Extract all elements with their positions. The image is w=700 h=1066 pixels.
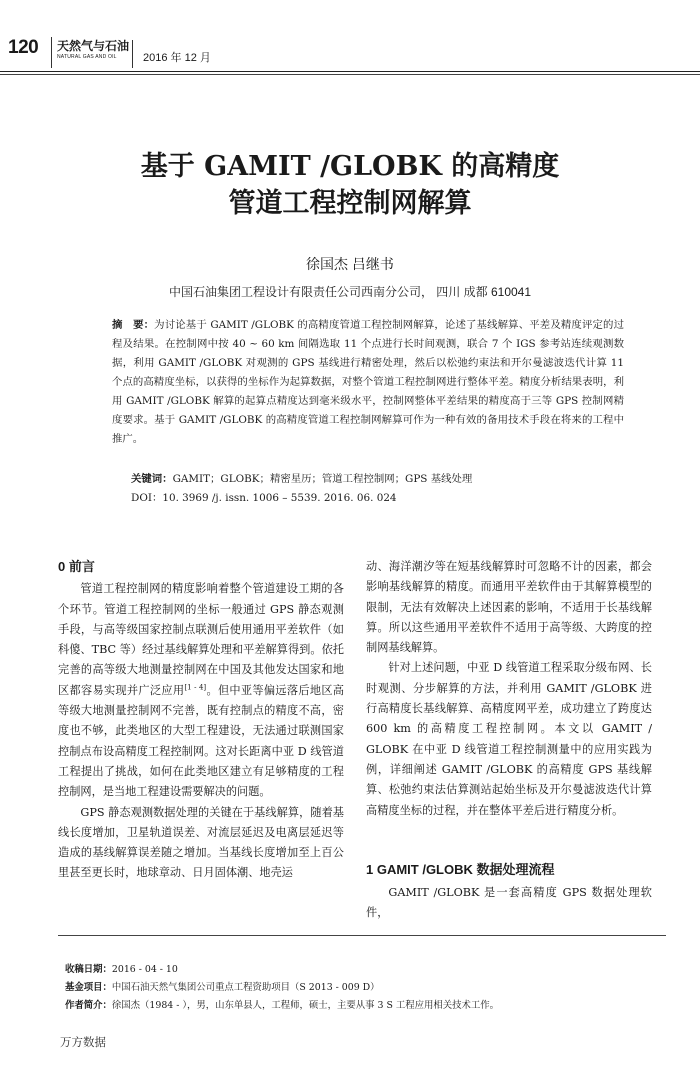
header-rule: [0, 71, 700, 72]
doi: DOI：10. 3969 /j. issn. 1006 – 5539. 2016. 06. 024: [131, 492, 397, 504]
header-divider-2: [132, 40, 133, 68]
journal-name: 天然气与石油: [57, 39, 130, 53]
footnote-received: 收稿日期：2016 - 04 - 10: [65, 963, 178, 975]
footnote-fund: 基金项目：中国石油天然气集团公司重点工程资助项目（S 2013 - 009 D）: [65, 981, 380, 993]
body-column-left: [58, 557, 344, 884]
paper-title-line-2: 管道工程控制网解算: [228, 188, 472, 219]
journal-name-en: NATURAL GAS AND OIL: [57, 54, 117, 60]
keywords-text: GAMIT；GLOBK；精密星历；管道工程控制网；GPS 基线处理: [172, 473, 473, 485]
page-number: 120: [8, 37, 39, 58]
footnote-author: 作者简介：徐国杰（1984 - ），男，山东单县人，工程师，硕士，主要从事 3 S 工程应用相关技术工作。: [65, 999, 500, 1011]
keywords-label: 关键词：: [131, 474, 173, 485]
abstract: [112, 316, 624, 449]
affiliation: 中国石油集团工程设计有限责任公司西南分公司， 四川 成都 610041: [168, 285, 532, 299]
paper-title-line-1: 基于 GAMIT /GLOBK 的高精度: [140, 151, 560, 182]
header-rule-thin: [0, 74, 700, 75]
body-column-right-cont: [366, 883, 652, 924]
footnotes: [65, 960, 685, 1014]
paragraph: 动、海洋潮汐等在短基线解算时可忽略不计的因素，都会影响基线解算的精度。而通用平差软件由于其解算模型的限制，无法有效解决上述因素的影响，不适用于长基线解算。所以这些通用平差软件不适用于高等级、大跨度的控制网基线解算。: [366, 560, 652, 655]
paragraph: GPS 静态观测数据处理的关键在于基线解算，随着基线长度增加，卫星轨道误差、对流层延迟及电离层延迟等造成的基线解算误差随之增加。当基线长度增加至上百公里甚至更长时，地球章动、日月固体潮、地壳运: [58, 805, 344, 880]
abstract-text: 为讨论基于 GAMIT /GLOBK 的高精度管道工程控制网解算，论述了基线解算、平差及精度评定的过程及结果。在控制网中按 40 ~ 60 km 间隔选取 11 个点进行长时间观测，联合 7 个 IGS 参考站连续观测数据，利用 GAMIT /GLOBK 对观测的 GPS 基线进行精密处理，然后以松弛约束法和开尔曼滤波迭代计算 11 个点的高精度坐标，以获得的坐标作为起算数据，对整个管道工程控制网进行整体平差。精度分析结果表明，利用 GAMIT /GLOBK 解算的起算点精度达到毫米级水平，控制网整体平差结果的精度高于三等 GPS 控制网精度要求。基于 GAMIT /GLOBK 的高精度管道工程控制网解算可作为一种有效的备用技术手段在将来的工程中推广。: [112, 319, 624, 445]
abstract-label: 摘 要：: [112, 320, 155, 331]
authors: 徐国杰 吕继书: [306, 256, 394, 272]
footer-watermark: 万方数据: [60, 1037, 106, 1049]
section-heading-1: 1 GAMIT /GLOBK 数据处理流程: [366, 862, 555, 877]
issue-date: 2016 年 12 月: [143, 52, 211, 64]
body-column-right: [366, 557, 652, 821]
citation: [1 - 4]: [184, 683, 207, 692]
keywords: [112, 470, 643, 489]
section-heading-intro: 0 前言: [58, 559, 95, 574]
paragraph: GAMIT /GLOBK 是一套高精度 GPS 数据处理软件，: [366, 886, 652, 920]
footnote-rule: [58, 935, 666, 936]
paragraph: 管道工程控制网的精度影响着整个管道建设工期的各个环节。管道工程控制网的坐标一般通过 GPS 静态观测手段，与高等级国家控制点联测后使用通用平差软件（如科傻、TBC 等）经过基线解算处理和平差解算得到。依托完善的高等级大地测量控制网在中国及其他发达国家和地区都容易实现并广泛应用[1 - 4]。但中亚等偏远落后地区高等级大地测量控制网不完善，既有控制点的精度不高，密度也不够，此类地区的大型工程建设，无法通过联测国家控制点布设高精度工程控制网。这对长距离中亚 D 线管道工程提出了挑战，如何在此类地区建立有足够精度的工程控制网，是当地工程建设需要解决的问题。: [58, 582, 344, 799]
paragraph: 针对上述问题，中亚 D 线管道工程采取分级布网、长时观测、分步解算的方法，并利用 GAMIT /GLOBK 进行高精度长基线解算、高精度网平差，成功建立了跨度达 600 km 的高精度工程控制网。本文以 GAMIT / GLOBK 在中亚 D 线管道工程控制测量中的应用实践为例，详细阐述 GAMIT /GLOBK 的高精度 GPS 基线解算、松弛约束法估算测站起始坐标及开尔曼滤波迭代计算高精度坐标的过程，并在整体平差后进行精度分析。: [366, 661, 652, 817]
header-divider: [51, 37, 52, 68]
